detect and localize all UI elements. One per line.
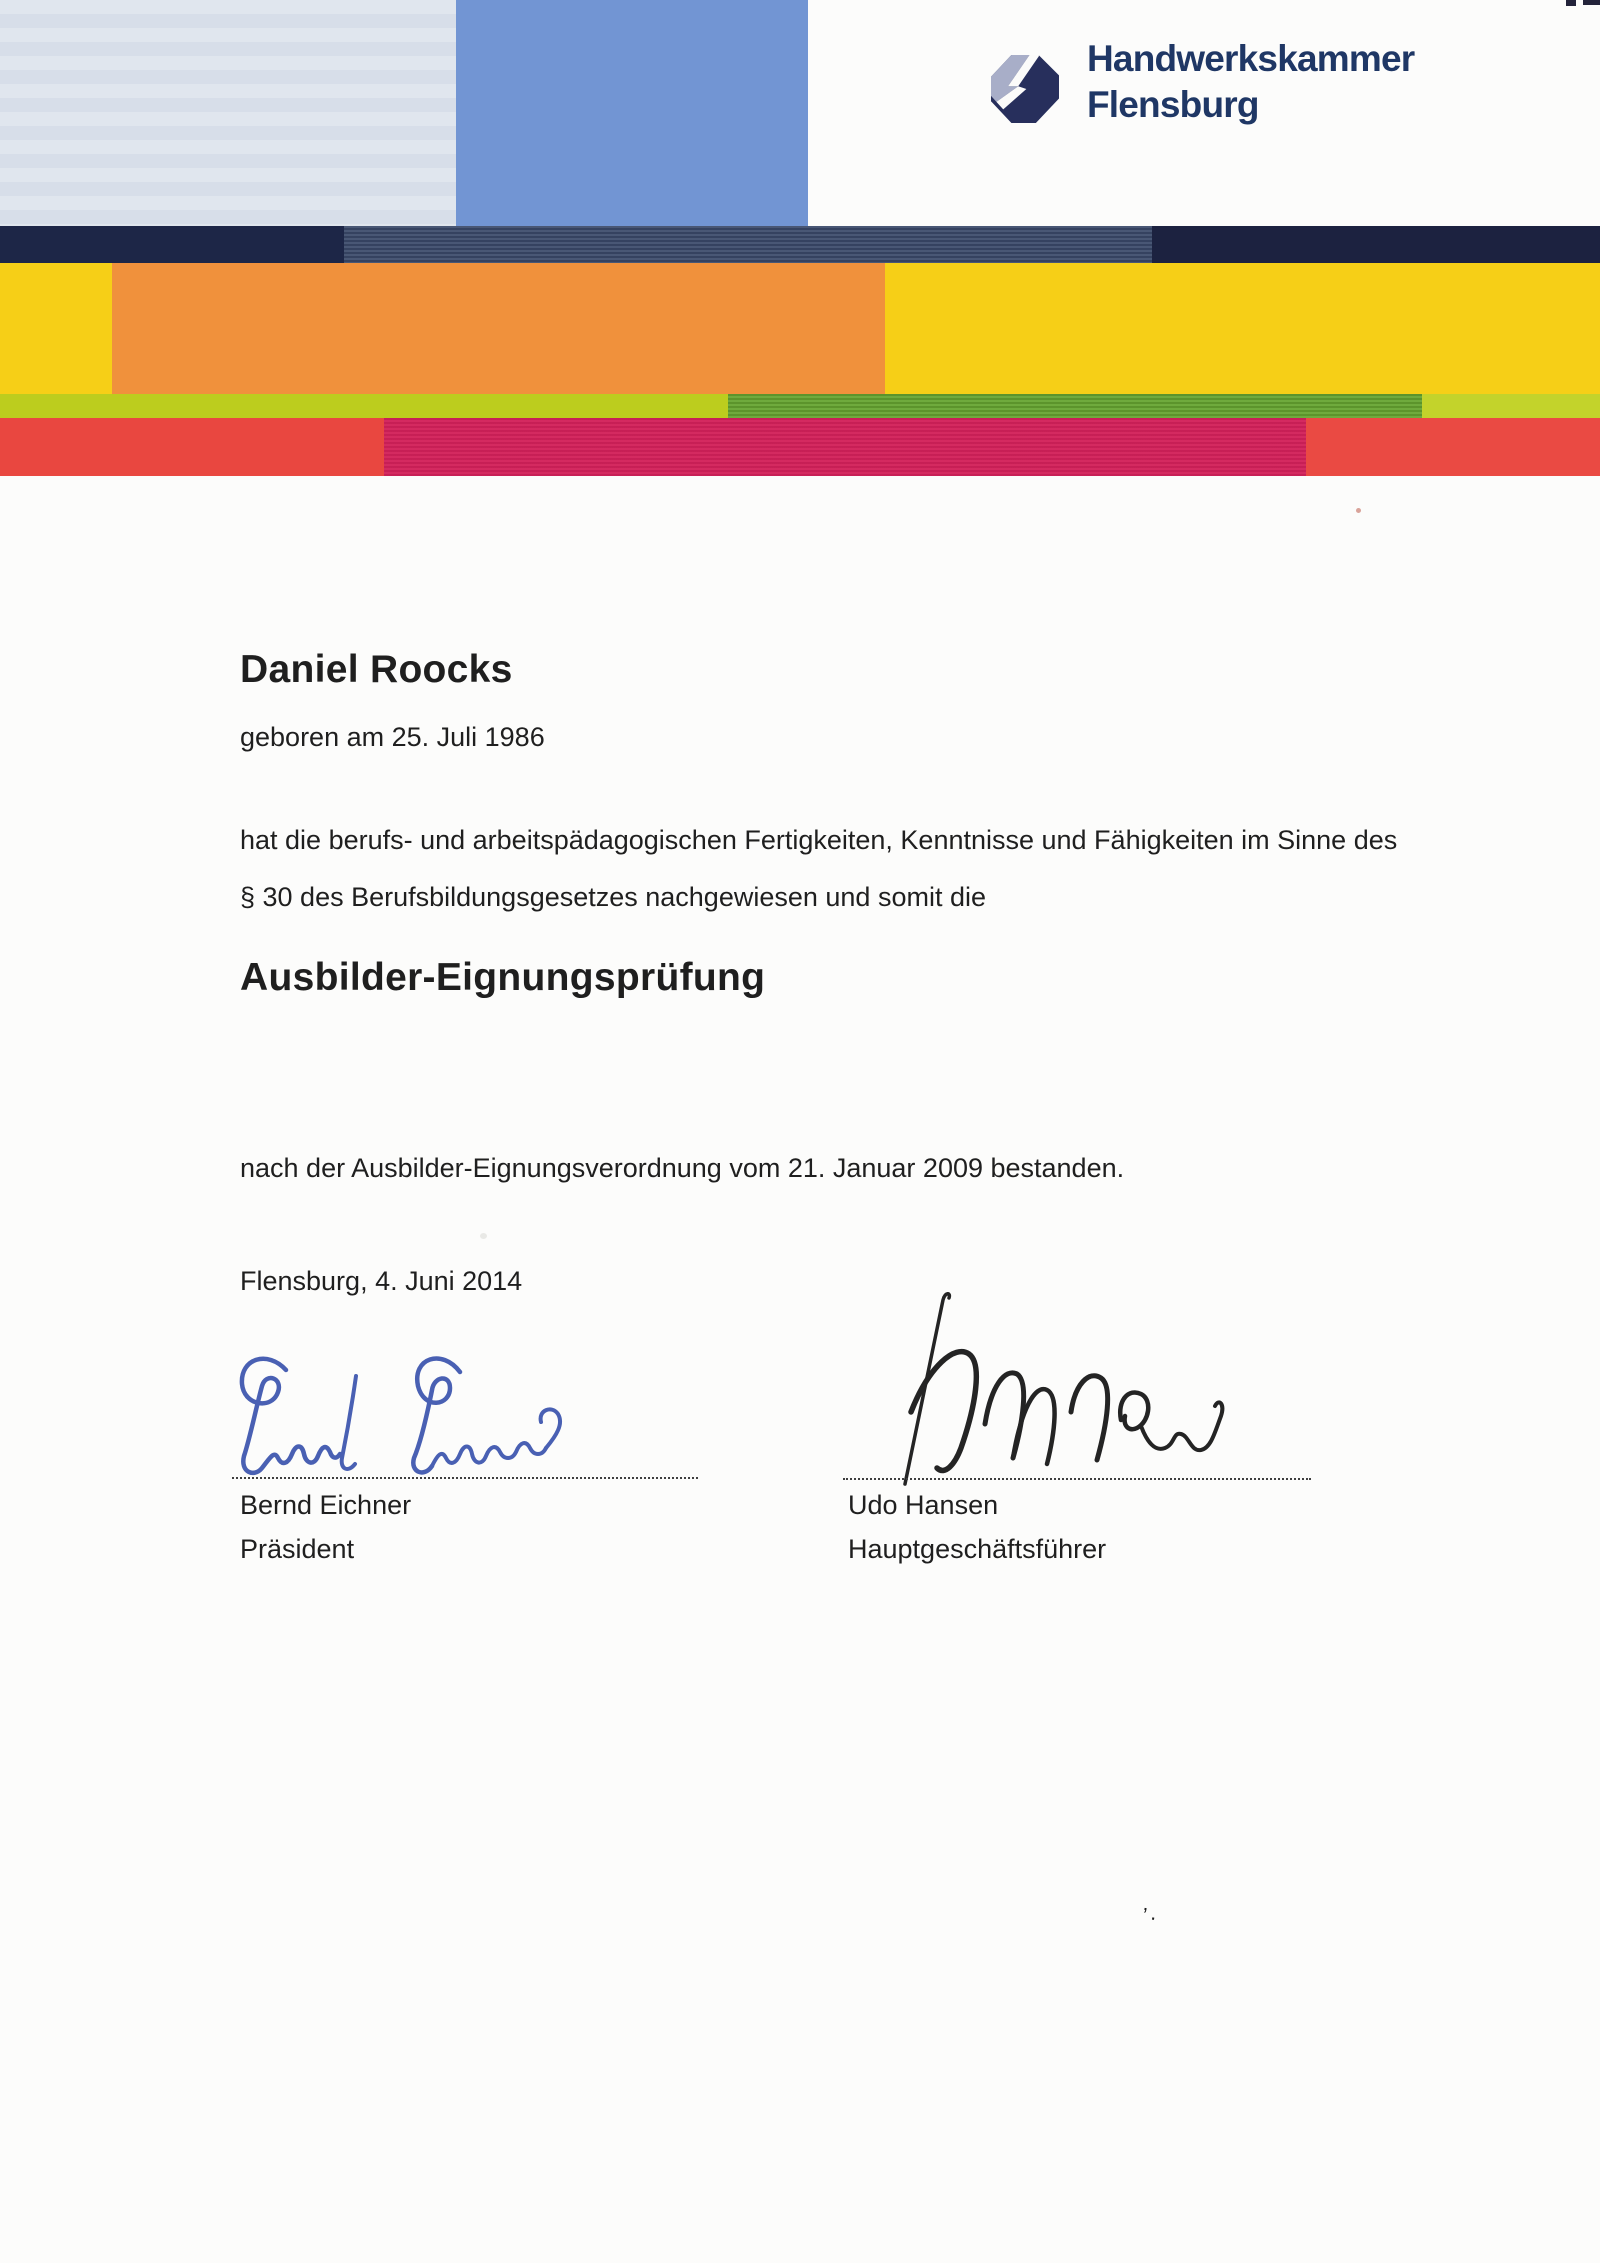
stripe-crimson-mid (384, 418, 1306, 476)
stripe-red (0, 418, 1600, 476)
signer-title-right: Hauptgeschäftsführer (848, 1534, 1107, 1564)
org-name-line2: Flensburg (1087, 84, 1259, 125)
corner-scan-mark (1566, 0, 1576, 6)
signer-name-left: Bernd Eichner (240, 1490, 412, 1520)
stripe-navy-left (0, 226, 344, 263)
stripe-navy (0, 226, 1600, 263)
signature-bernd-eichner (228, 1350, 568, 1485)
handwerkskammer-logo-icon (991, 53, 1059, 125)
header-blue-block (456, 0, 808, 226)
scan-speck (1356, 508, 1361, 513)
stripe-navy-mid (344, 226, 1152, 263)
place-date-line: Flensburg, 4. Juni 2014 (240, 1266, 523, 1296)
signature-line-right (843, 1478, 1311, 1480)
scan-speck (480, 1233, 487, 1239)
recipient-name: Daniel Roocks (240, 648, 513, 691)
scan-ink-mark: ʼ· (1140, 1904, 1162, 1931)
stripe-orange (112, 263, 885, 394)
stripe-yellow-right (885, 263, 1600, 394)
exam-title: Ausbilder-Eignungsprüfung (240, 956, 766, 999)
stripe-red-left (0, 418, 384, 476)
signature-line-left (232, 1477, 698, 1479)
corner-scan-mark (1583, 0, 1600, 5)
statement-line2: § 30 des Berufsbildungsgesetzes nachgewiesen und somit die (240, 882, 986, 912)
stripe-lime-green (0, 394, 1600, 418)
org-name-line1: Handwerkskammer (1087, 38, 1415, 79)
org-name (1087, 36, 1414, 128)
signer-name-right: Udo Hansen (848, 1490, 999, 1520)
statement-line1: hat die berufs- und arbeitspädagogischen Fertigkeiten, Kenntnisse und Fähigkeiten im Sinne des (240, 825, 1398, 855)
birth-date-line: geboren am 25. Juli 1986 (240, 722, 545, 752)
statement-paragraph (240, 812, 1490, 926)
stripe-yellow-left (0, 263, 112, 394)
stripe-navy-right (1152, 226, 1600, 263)
stripe-lime-right (1422, 394, 1600, 418)
header-gray-block (0, 0, 456, 226)
signature-udo-hansen (895, 1292, 1255, 1492)
stripe-green-mid (728, 394, 1422, 418)
stripe-lime-left (0, 394, 728, 418)
signer-title-left: Präsident (240, 1534, 355, 1564)
stripe-yellow-orange (0, 263, 1600, 394)
stripe-red-right (1306, 418, 1600, 476)
result-line: nach der Ausbilder-Eignungsverordnung vom 21. Januar 2009 bestanden. (240, 1153, 1125, 1183)
